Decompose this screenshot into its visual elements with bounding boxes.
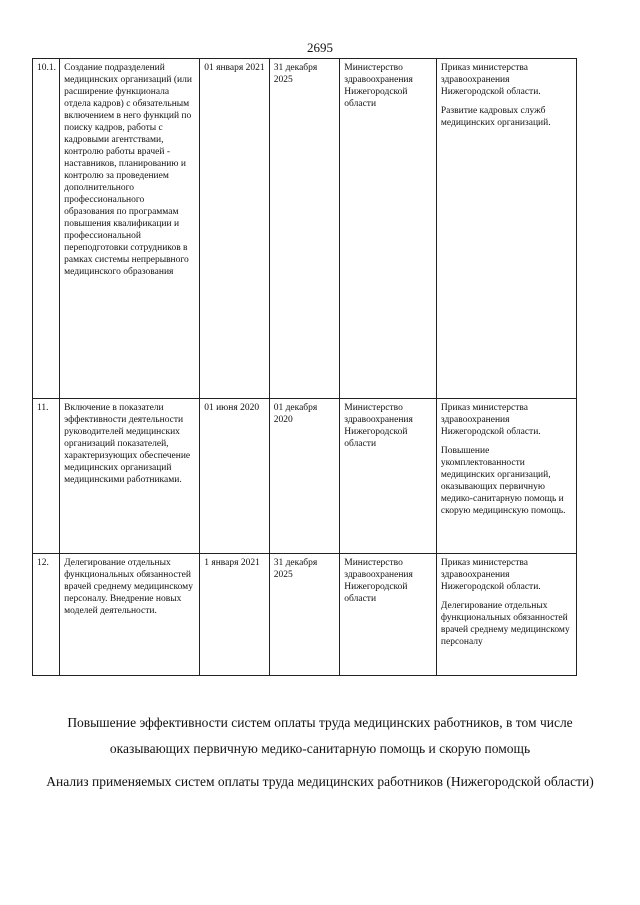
expected-result xyxy=(436,59,576,399)
result-outcome: Делегирование отдельных функциональных обязанностей врачей среднему медицинскому персоналу xyxy=(440,601,570,647)
table-row xyxy=(33,554,577,676)
row-number: 10.1. xyxy=(33,59,60,399)
executor: Министерство здравоохранения Нижегородской области xyxy=(340,554,437,676)
measures-table xyxy=(32,58,577,676)
expected-result xyxy=(436,554,576,676)
section-heading: Повышение эффективности систем оплаты труда медицинских работников, в том числе оказывающих первичную медико-санитарную помощь и скорую помощь xyxy=(67,715,573,756)
start-date: 01 января 2021 xyxy=(200,59,269,399)
table-row xyxy=(33,399,577,554)
end-date: 31 декабря 2025 xyxy=(269,59,340,399)
row-number: 11. xyxy=(33,399,60,554)
subsection-heading: Анализ применяемых систем оплаты труда медицинских работников (Нижегородской области) xyxy=(46,774,594,789)
table-row xyxy=(33,59,577,399)
result-document: Приказ министерства здравоохранения Нижегородской области. xyxy=(440,403,541,437)
executor: Министерство здравоохранения Нижегородской области xyxy=(340,399,437,554)
result-document: Приказ министерства здравоохранения Нижегородской области. xyxy=(440,558,541,592)
row-number: 12. xyxy=(33,554,60,676)
end-date: 01 декабря 2020 xyxy=(269,399,340,554)
start-date: 1 января 2021 xyxy=(200,554,269,676)
page-number: 2695 xyxy=(307,40,333,55)
executor: Министерство здравоохранения Нижегородской области xyxy=(340,59,437,399)
measure-name: Делегирование отдельных функциональных обязанностей врачей среднему медицинскому персоналу. Внедрение новых моделей деятельности. xyxy=(60,554,200,676)
result-document: Приказ министерства здравоохранения Нижегородской области. xyxy=(440,63,541,97)
start-date: 01 июня 2020 xyxy=(200,399,269,554)
end-date: 31 декабря 2025 xyxy=(269,554,340,676)
measure-name: Включение в показатели эффективности деятельности руководителей медицинских организаций показателей, характеризующих обеспечение медицинских организаций медицинскими работниками. xyxy=(60,399,200,554)
expected-result xyxy=(436,399,576,554)
result-outcome: Развитие кадровых служб медицинских организаций. xyxy=(440,106,551,128)
measure-name: Создание подразделений медицинских организаций (или расширение функционала отдела кадров) с обязательным включением в него функций по поиску кадров, работы с кадровыми агентствами, контролю работы врачей - наставников, планированию и контролю за проведением дополнительного профессионального образования по программам повышения квалификации и профессиональной переподготовки сотрудников в рамках системы непрерывного медицинского образования xyxy=(60,59,200,399)
result-outcome: Повышение укомплектованности медицинских организаций, оказывающих первичную медико-санитарную помощь и скорую медицинскую помощь. xyxy=(440,446,566,516)
